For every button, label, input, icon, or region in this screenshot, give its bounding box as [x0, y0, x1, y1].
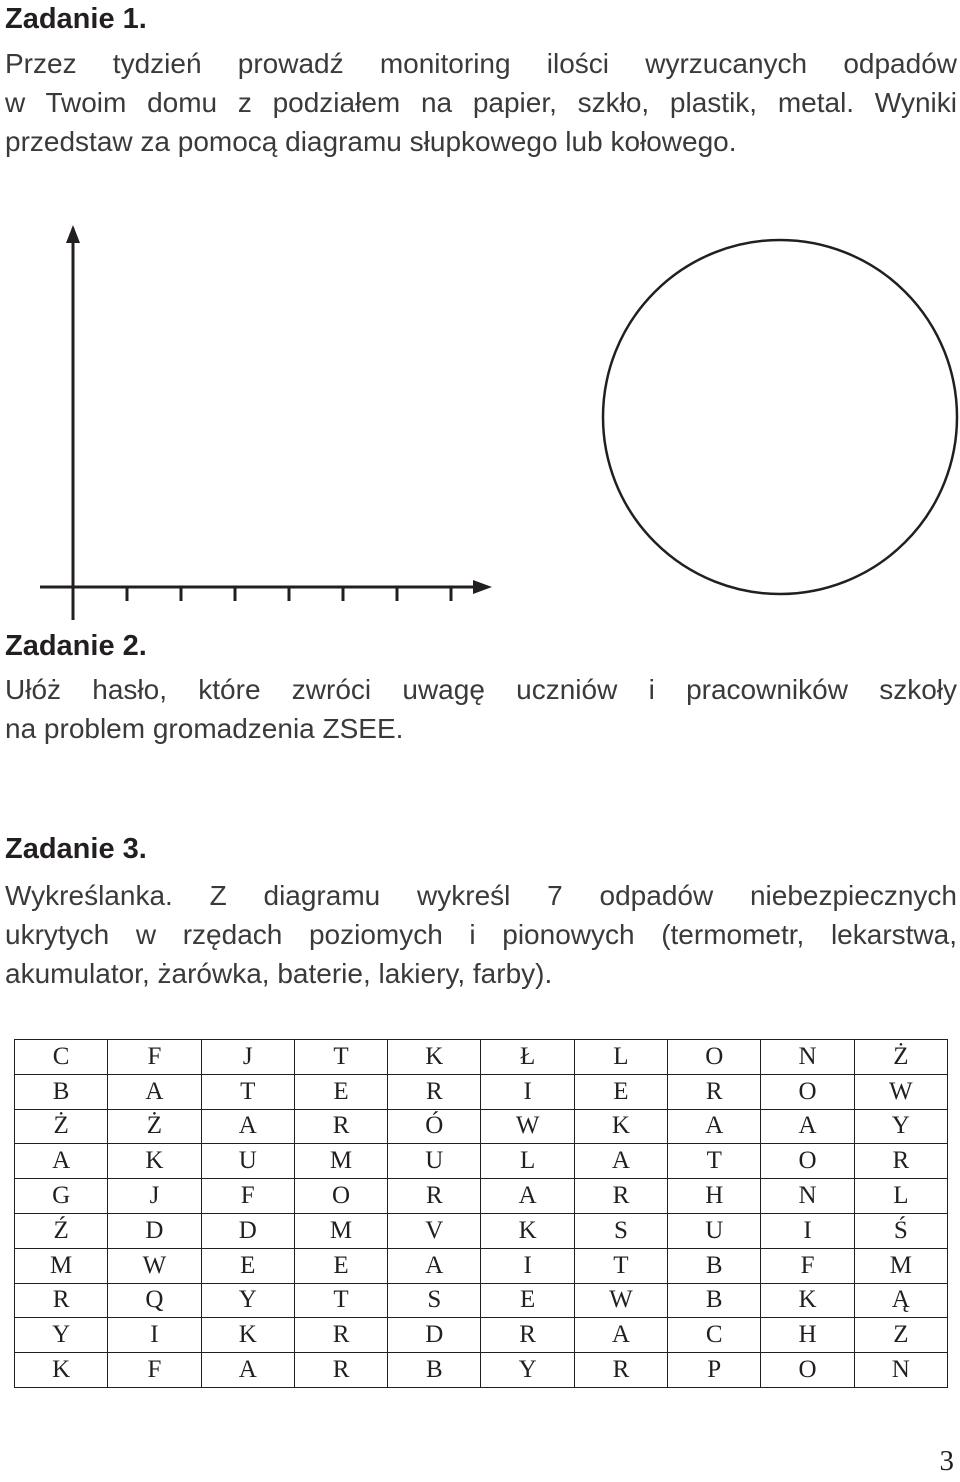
grid-cell[interactable]: A — [201, 1109, 294, 1144]
grid-cell[interactable]: W — [108, 1248, 201, 1283]
grid-cell[interactable]: Y — [15, 1318, 108, 1353]
grid-cell[interactable]: E — [294, 1074, 387, 1109]
grid-cell[interactable]: I — [481, 1074, 574, 1109]
grid-cell[interactable]: K — [761, 1283, 854, 1318]
grid-row — [15, 1179, 948, 1214]
grid-cell[interactable]: J — [108, 1179, 201, 1214]
grid-cell[interactable]: Ó — [388, 1109, 481, 1144]
grid-cell[interactable]: E — [574, 1074, 667, 1109]
grid-cell[interactable]: W — [481, 1109, 574, 1144]
grid-cell[interactable]: T — [574, 1248, 667, 1283]
grid-cell[interactable]: O — [761, 1074, 854, 1109]
task-1-line: w Twoim domu z podziałem na papier, szkło, plastik, metal. Wyniki — [5, 87, 957, 118]
task-3-title: Zadanie 3. — [5, 833, 147, 865]
grid-cell[interactable]: C — [15, 1040, 108, 1075]
grid-cell[interactable]: M — [294, 1144, 387, 1179]
grid-cell[interactable]: G — [15, 1179, 108, 1214]
grid-cell[interactable]: L — [854, 1179, 947, 1214]
grid-row — [15, 1213, 948, 1248]
grid-cell[interactable]: Z — [854, 1318, 947, 1353]
x-axis-ticks — [73, 587, 451, 620]
task-3-line: akumulator, żarówka, baterie, lakiery, farby). — [5, 958, 553, 989]
grid-cell[interactable]: B — [388, 1353, 481, 1388]
grid-cell[interactable]: Ż — [854, 1040, 947, 1075]
grid-cell[interactable]: O — [761, 1144, 854, 1179]
word-search-grid — [14, 1039, 948, 1388]
grid-cell[interactable]: B — [668, 1283, 761, 1318]
grid-cell[interactable]: F — [201, 1179, 294, 1214]
grid-cell[interactable]: J — [201, 1040, 294, 1075]
grid-cell[interactable]: A — [761, 1109, 854, 1144]
grid-row — [15, 1074, 948, 1109]
grid-cell[interactable]: O — [294, 1179, 387, 1214]
grid-cell[interactable]: R — [574, 1179, 667, 1214]
grid-cell[interactable]: Y — [854, 1109, 947, 1144]
grid-cell[interactable]: L — [481, 1144, 574, 1179]
grid-cell[interactable]: M — [854, 1248, 947, 1283]
grid-cell[interactable]: K — [201, 1318, 294, 1353]
grid-cell[interactable]: V — [388, 1213, 481, 1248]
grid-cell[interactable]: R — [15, 1283, 108, 1318]
grid-cell[interactable]: A — [481, 1179, 574, 1214]
grid-cell[interactable]: D — [201, 1213, 294, 1248]
task-2-title: Zadanie 2. — [5, 630, 147, 662]
grid-cell[interactable]: R — [294, 1353, 387, 1388]
grid-row — [15, 1040, 948, 1075]
grid-cell[interactable]: W — [854, 1074, 947, 1109]
grid-cell[interactable]: N — [854, 1353, 947, 1388]
grid-cell[interactable]: Ł — [481, 1040, 574, 1075]
grid-cell[interactable]: U — [668, 1213, 761, 1248]
grid-cell[interactable]: U — [388, 1144, 481, 1179]
grid-cell[interactable]: A — [574, 1144, 667, 1179]
grid-cell[interactable]: A — [108, 1074, 201, 1109]
task-1-line: przedstaw za pomocą diagramu słupkowego lub kołowego. — [5, 126, 737, 157]
grid-cell[interactable]: I — [108, 1318, 201, 1353]
grid-cell[interactable]: F — [761, 1248, 854, 1283]
grid-cell[interactable]: Y — [481, 1353, 574, 1388]
grid-cell[interactable]: S — [574, 1213, 667, 1248]
task-1-instructions — [5, 44, 957, 161]
grid-cell[interactable]: T — [294, 1040, 387, 1075]
grid-cell[interactable]: A — [388, 1248, 481, 1283]
grid-cell[interactable]: R — [854, 1144, 947, 1179]
grid-cell[interactable]: R — [388, 1179, 481, 1214]
grid-cell[interactable]: R — [294, 1318, 387, 1353]
grid-cell[interactable]: N — [761, 1040, 854, 1075]
grid-cell[interactable]: O — [761, 1353, 854, 1388]
grid-cell[interactable]: K — [574, 1109, 667, 1144]
grid-cell[interactable]: I — [481, 1248, 574, 1283]
grid-cell[interactable]: E — [294, 1248, 387, 1283]
grid-cell[interactable]: R — [481, 1318, 574, 1353]
grid-cell[interactable]: R — [668, 1074, 761, 1109]
grid-cell[interactable]: B — [15, 1074, 108, 1109]
grid-cell[interactable]: K — [388, 1040, 481, 1075]
grid-cell[interactable]: I — [761, 1213, 854, 1248]
grid-cell[interactable]: R — [574, 1353, 667, 1388]
blank-chart-templates — [0, 218, 960, 626]
grid-cell[interactable]: M — [15, 1248, 108, 1283]
grid-cell[interactable]: W — [574, 1283, 667, 1318]
grid-cell[interactable]: F — [108, 1040, 201, 1075]
grid-cell[interactable]: Ś — [854, 1213, 947, 1248]
grid-cell[interactable]: K — [481, 1213, 574, 1248]
grid-cell[interactable]: A — [668, 1109, 761, 1144]
grid-cell[interactable]: B — [668, 1248, 761, 1283]
grid-cell[interactable]: A — [15, 1144, 108, 1179]
grid-cell[interactable]: A — [574, 1318, 667, 1353]
grid-cell[interactable]: M — [294, 1213, 387, 1248]
task-3-line: ukrytych w rzędach poziomych i pionowych (termometr, lekarstwa, — [5, 919, 957, 950]
task-1-title: Zadanie 1. — [5, 3, 147, 35]
blank-pie-chart-circle — [603, 240, 957, 594]
grid-cell[interactable]: K — [15, 1353, 108, 1388]
grid-cell[interactable]: U — [201, 1144, 294, 1179]
grid-cell[interactable]: T — [201, 1074, 294, 1109]
grid-cell[interactable]: L — [574, 1040, 667, 1075]
grid-cell[interactable]: T — [668, 1144, 761, 1179]
grid-cell[interactable]: Q — [108, 1283, 201, 1318]
grid-cell[interactable]: C — [668, 1318, 761, 1353]
grid-row — [15, 1283, 948, 1318]
grid-cell[interactable]: Ź — [15, 1213, 108, 1248]
y-axis-arrow — [66, 225, 80, 243]
grid-cell[interactable]: K — [108, 1144, 201, 1179]
grid-cell[interactable]: O — [668, 1040, 761, 1075]
grid-cell[interactable]: F — [108, 1353, 201, 1388]
grid-row — [15, 1318, 948, 1353]
grid-cell[interactable]: R — [388, 1074, 481, 1109]
grid-cell[interactable]: H — [761, 1318, 854, 1353]
task-2-line: na problem gromadzenia ZSEE. — [5, 713, 404, 744]
task-3-line: Wykreślanka. Z diagramu wykreśl 7 odpadów niebezpiecznych — [5, 880, 957, 911]
grid-cell[interactable]: Y — [201, 1283, 294, 1318]
grid-cell[interactable]: S — [388, 1283, 481, 1318]
task-1-line: Przez tydzień prowadź monitoring ilości wyrzucanych odpadów — [5, 48, 957, 79]
grid-cell[interactable]: E — [481, 1283, 574, 1318]
grid-cell[interactable]: A — [201, 1353, 294, 1388]
task-2-instructions — [5, 670, 957, 748]
task-3-instructions — [5, 876, 957, 993]
grid-cell[interactable]: E — [201, 1248, 294, 1283]
grid-cell[interactable]: N — [761, 1179, 854, 1214]
grid-cell[interactable]: T — [294, 1283, 387, 1318]
grid-row — [15, 1248, 948, 1283]
grid-cell[interactable]: D — [388, 1318, 481, 1353]
page-number: 3 — [939, 1445, 954, 1477]
grid-row — [15, 1109, 948, 1144]
task-2-line: Ułóż hasło, które zwróci uwagę uczniów i pracowników szkoły — [5, 674, 957, 705]
grid-cell[interactable]: P — [668, 1353, 761, 1388]
grid-row — [15, 1144, 948, 1179]
grid-cell[interactable]: H — [668, 1179, 761, 1214]
blank-bar-chart-axes — [40, 225, 492, 620]
x-axis-arrow — [473, 580, 492, 594]
grid-cell[interactable]: Ą — [854, 1283, 947, 1318]
grid-cell[interactable]: Ż — [108, 1109, 201, 1144]
grid-cell[interactable]: R — [294, 1109, 387, 1144]
grid-cell[interactable]: D — [108, 1213, 201, 1248]
grid-cell[interactable]: Ż — [15, 1109, 108, 1144]
grid-row — [15, 1353, 948, 1388]
